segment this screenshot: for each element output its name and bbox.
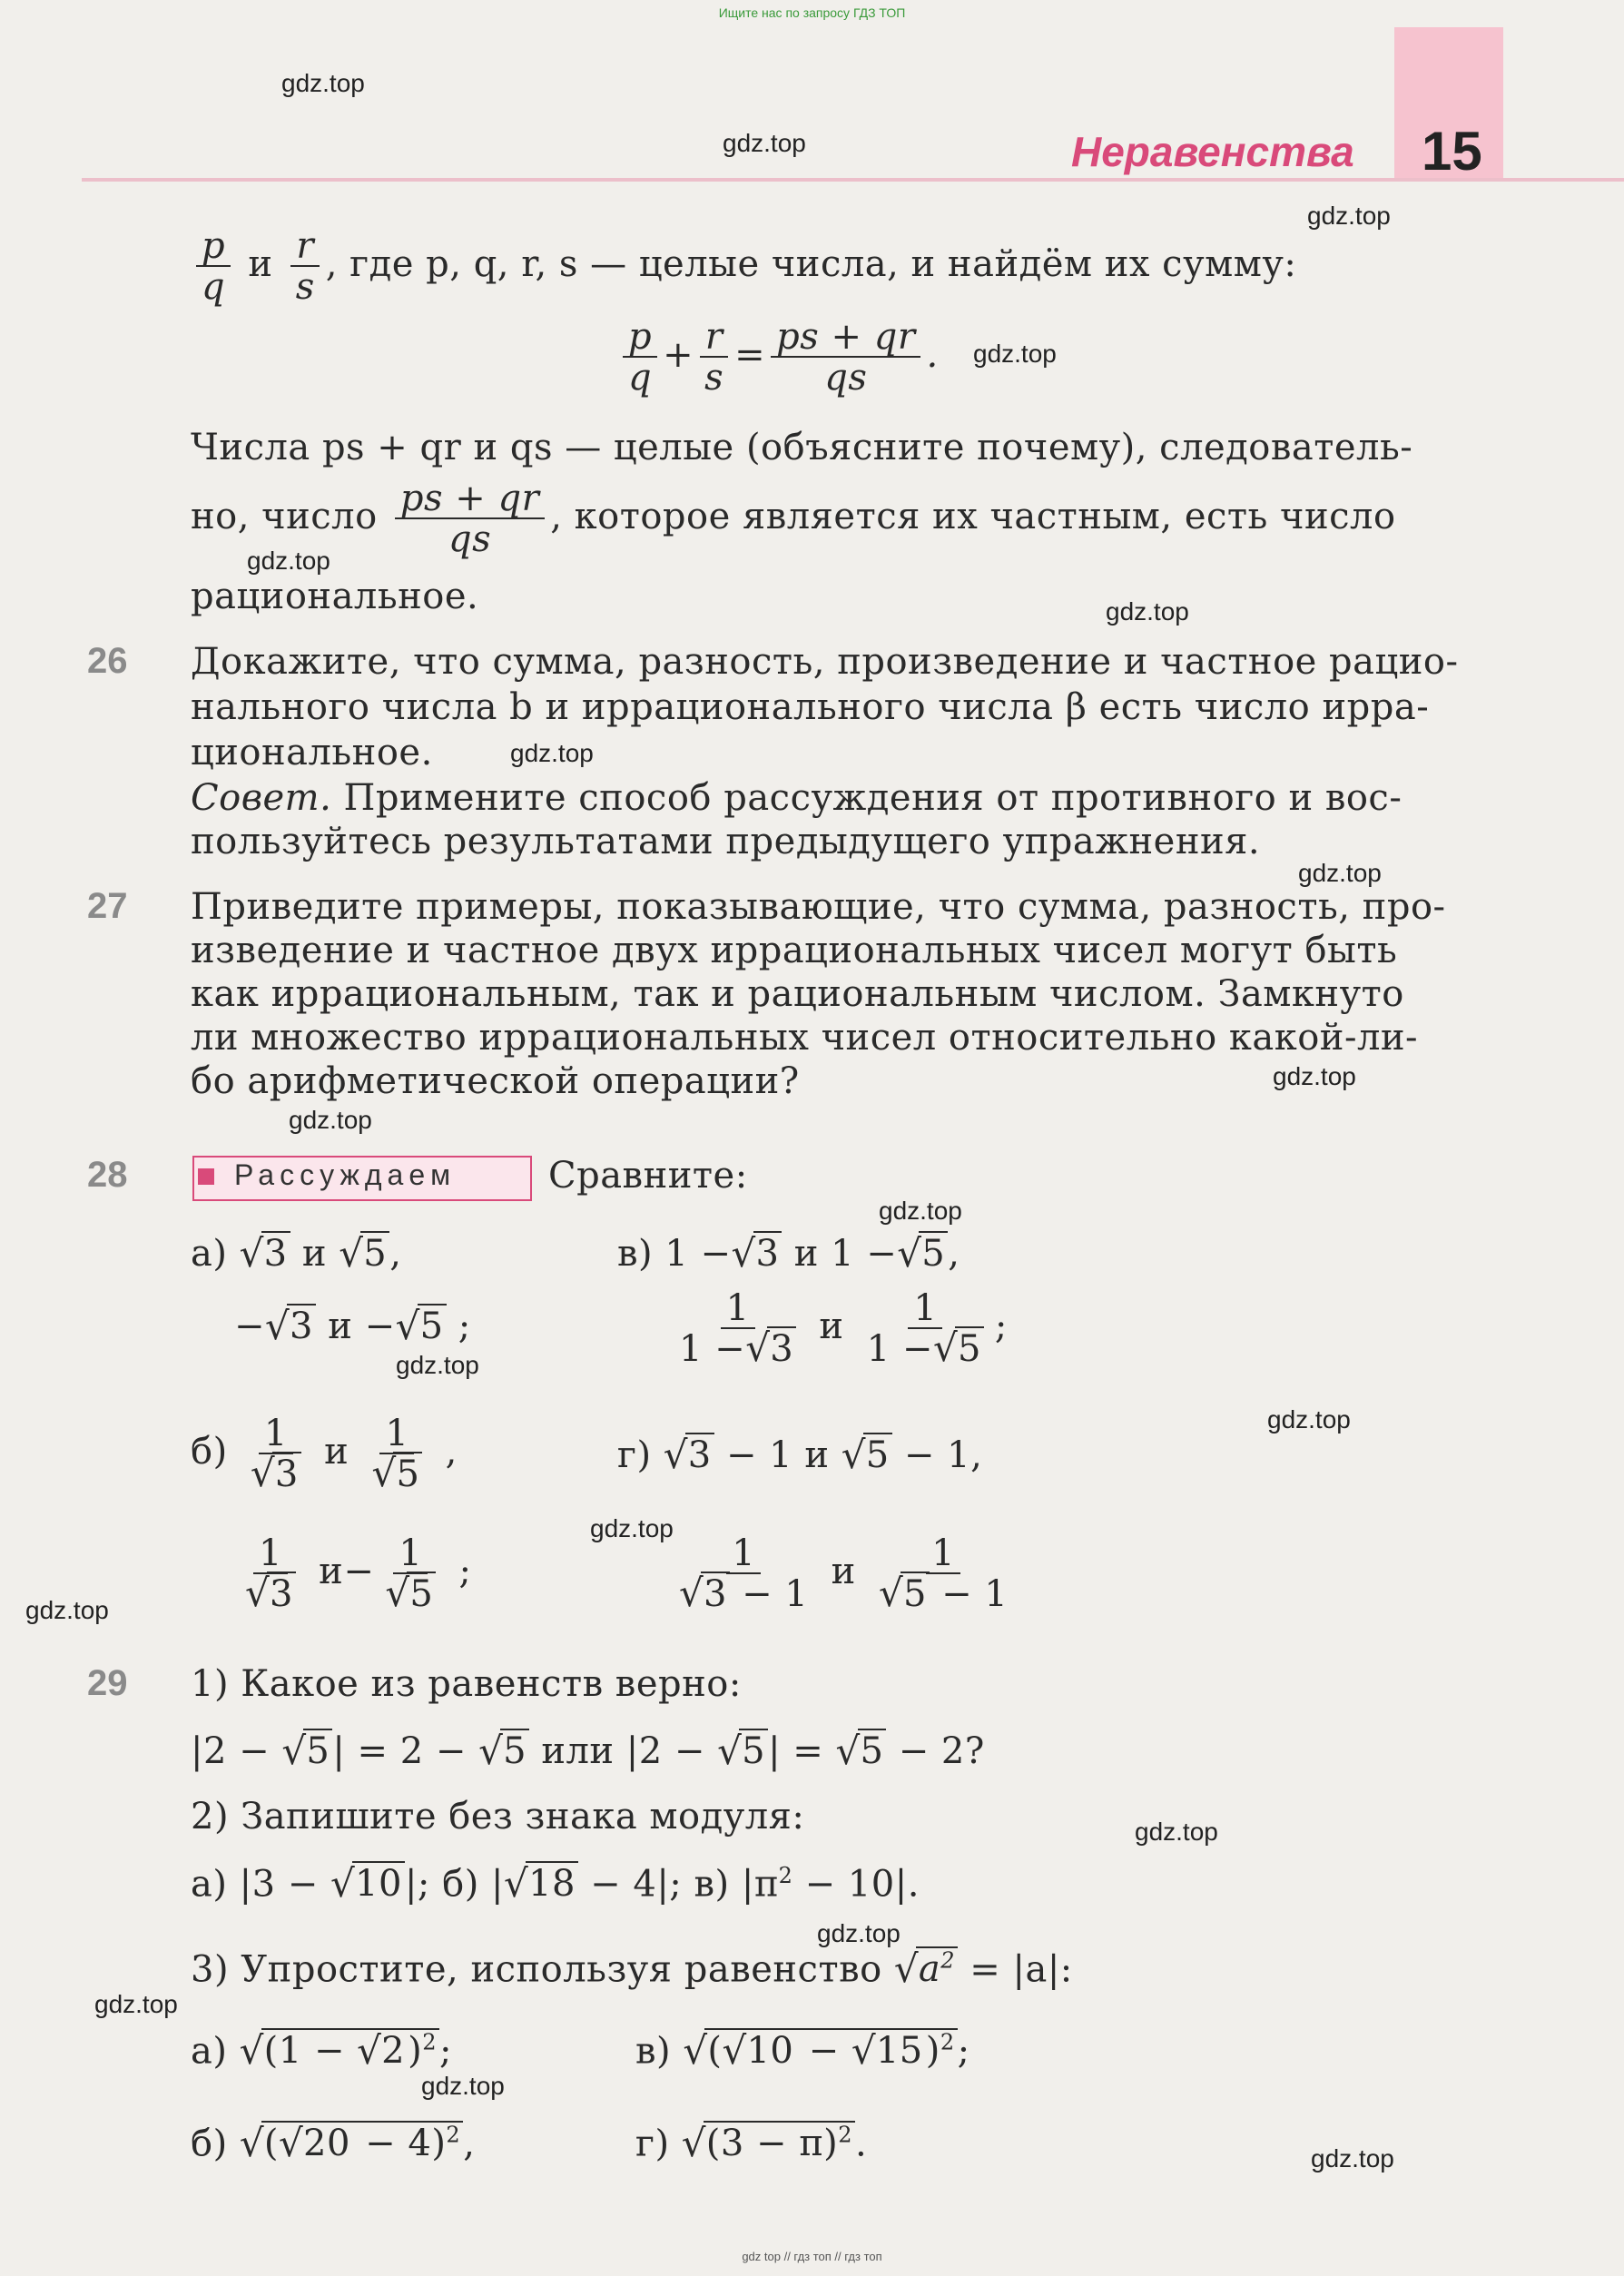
watermark: gdz.top [973,340,1057,368]
watermark: gdz.top [247,547,330,575]
fraction-p-q: $\frac{p}{q}$ [196,227,231,307]
ex27-line: как иррациональным, так и рациональным числом. Замкнуто [191,973,1404,1015]
ex26-line: циональное. [191,732,433,773]
watermark: gdz.top [1267,1405,1351,1434]
header-rule [82,178,1624,182]
watermark: gdz.top [289,1106,372,1134]
watermark: gdz.top [590,1514,674,1542]
ex29-q1: 1) Какое из равенств верно: [191,1663,742,1705]
ex29-q3-b: б) √ (√ 20 − 4)$^2$, [191,2123,475,2164]
ex29-q3-a: а) √ (1 − √ 2)$^2$; [191,2030,452,2072]
watermark: gdz.top [723,129,806,157]
exercise-number: 29 [87,1663,128,1703]
exercise-number: 28 [87,1155,128,1195]
ex28-v-row1: в) 1 −√ 3 и 1 −√ 5, [617,1233,960,1275]
watermark: gdz.top [1106,597,1189,626]
badge-label: Рассуждаем [234,1158,457,1191]
watermark: gdz.top [1307,202,1391,230]
page-number: 15 [1422,121,1482,182]
watermark: gdz.top [1273,1062,1356,1090]
ex28-b-row2: 1 √ 3 и− 1 √ 5 ; [234,1534,472,1614]
exercise-number: 26 [87,641,128,681]
exercise-number: 27 [87,886,128,926]
watermark: gdz.top [1135,1818,1218,1846]
ex27-line: ли множество иррациональных чисел относительно какой-ли- [191,1017,1419,1059]
intro-line-4: рациональное. [191,576,479,617]
sum-formula: $\frac{p}{q}$ + $\frac{r}{s}$ = $\frac{ps + qr}{qs}$ . [617,318,939,398]
footer-note: gdz top // гдз топ // гдз топ [742,2250,882,2263]
watermark: gdz.top [510,739,594,767]
ex28-v-row2: $\frac{1}{1 -√ 3}$ и $\frac{1}{1 -√ 5}$ ; [668,1289,1008,1369]
ex26-hint-cont: пользуйтесь результатами предыдущего упражнения. [191,821,1261,862]
top-note: Ищите нас по запросу ГДЗ ТОП [718,5,906,20]
watermark: gdz.top [421,2072,505,2100]
ex26-line: нального числа b и иррационального числа β есть число ирра- [191,686,1430,728]
watermark: gdz.top [396,1351,479,1379]
watermark: gdz.top [1298,859,1382,887]
fraction-r-s: $\frac{r}{s}$ [290,227,320,307]
ex27-line: Приведите примеры, показывающие, что сумма, разность, про- [191,886,1446,928]
watermark: gdz.top [817,1919,901,1947]
intro-line-1: $\frac{p}{q}$ и $\frac{r}{s}$ , где p, q, r, s — целые числа, и найдём их сумму: [191,227,1296,307]
ex28-b-row1: б) 1 √ 3 и 1 √ 5 , [191,1414,458,1494]
intro-line-3: но, число $\frac{ps + qr}{qs}$ , которое является их частным, есть число [191,478,1396,560]
ex29-q3-g: г) √ $(3 - \pi)^2$. [635,2123,867,2164]
ex27-line: бо арифметической операции? [191,1060,800,1102]
watermark: gdz.top [94,1990,178,2018]
watermark: gdz.top [281,69,365,97]
watermark: gdz.top [1311,2144,1394,2173]
ex29-q3: 3) Упростите, используя равенство √ $a^2 = |a|$: [191,1948,1073,1990]
ex29-q3-v: в) √ (√ 10 − √ 15)$^2$; [635,2030,970,2072]
ex29-q2-items: а) |3 − √ 10|; б) |√ 18 − 4|; в) $|\pi^2 - 10|$. [191,1863,920,1905]
ex28-g-row1: г) √ 3 − 1 и √ 5 − 1, [617,1434,982,1476]
fraction-ps-qr-qs: $\frac{ps + qr}{qs}$ [395,479,545,559]
ex26-line: Докажите, что сумма, разность, произведение и частное рацио- [191,641,1459,683]
ex29-q1-equations: |2 − √ 5| = 2 − √ 5 или |2 − √ 5| = √ 5 − 2? [191,1730,985,1772]
ex28-a-row1: а) √ 3 и √ 5, [191,1233,401,1275]
badge-marker [198,1168,214,1185]
ex28-a-row2: −√ 3 и −√ 5 ; [234,1305,471,1347]
ex29-q2: 2) Запишите без знака модуля: [191,1796,805,1838]
ex27-line: изведение и частное двух иррациональных чисел могут быть [191,930,1398,971]
ex28-prompt: Сравните: [548,1155,748,1197]
ex28-g-row2: 1 √ 3 − 1 и 1 √ 5 − 1 [668,1534,1019,1614]
intro-line-2: Числа ps + qr и qs — целые (объясните почему), следователь- [191,427,1413,468]
section-title: Неравенства [1071,128,1354,175]
ex26-hint: Совет. Примените способ рассуждения от противного и вос- [191,777,1403,819]
watermark: gdz.top [879,1197,962,1225]
watermark: gdz.top [25,1596,109,1624]
